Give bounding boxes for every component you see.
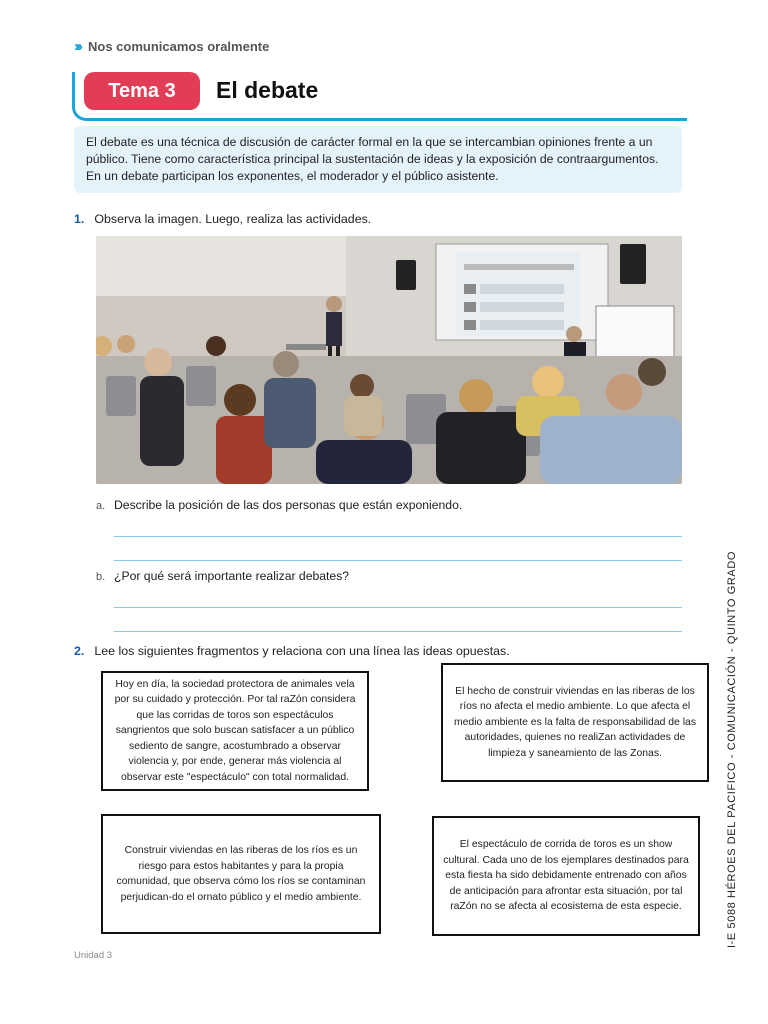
fragment-box[interactable]: Construir viviendas en las riberas de los ríos es un riesgo para estos habitantes y para la propia comunidad, que observa cómo los ríos se contaminan perjudican-do el ornato público y el medio ambiente.: [101, 814, 381, 934]
page-title: El debate: [216, 77, 319, 103]
question-1: [74, 212, 371, 226]
question-number: 1.: [74, 212, 85, 226]
section-title: Nos comunicamos oralmente: [88, 39, 270, 54]
subquestion-letter: a.: [96, 500, 106, 512]
fragment-box[interactable]: Hoy en día, la sociedad protectora de animales vela por su cuidado y protección. Por tal raZón considera que las corridas de toros son espectáculos sangrientos que solo buscan satisfacer a un público sediento de sangre, acostumbrado a observar violencia y, por ende, generar más violencia al observar este "espectáculo" con total normalidad.: [101, 671, 369, 791]
question-number: 2.: [74, 644, 85, 658]
footer-unit: Unidad 3: [74, 950, 113, 961]
section-header: [74, 38, 269, 55]
intro-box: El debate es una técnica de discusión de carácter formal en la que se intercambian opiniones frente a un público. Tiene como característica principal la sustentación de ideas y la exposición de contraargumentos. En un debate participan los exponentes, el moderador y el público asistente.: [74, 126, 682, 193]
question-2: [74, 644, 510, 658]
answer-line[interactable]: [114, 631, 682, 632]
question-text: Observa la imagen. Luego, realiza las actividades.: [94, 212, 372, 226]
subquestion-a: [96, 498, 462, 512]
fragment-box[interactable]: El hecho de construir viviendas en las riberas de los ríos no afecta el medio ambiente. Lo que afecta el medio ambiente es la falta de responsabilidad de las autoridades, quienes no realiZan actividades de limpieza y saneamiento de las Zonas.: [441, 663, 709, 782]
answer-line[interactable]: [114, 607, 682, 608]
subquestion-letter: b.: [96, 571, 106, 583]
debate-photo: [96, 236, 682, 484]
fragment-box[interactable]: El espectáculo de corrida de toros es un show cultural. Cada uno de los ejemplares destinados para esta fiesta ha sido debidamente entrenado con años de anticipación para afrontar esta situación, por tal raZón no se afecta al ecosistema de esta especie.: [432, 816, 700, 936]
subquestion-text: Describe la posición de las dos personas que están exponiendo.: [114, 498, 463, 512]
chevron-right-icon: ›››: [74, 38, 80, 55]
side-caption: I-E 5088 HÉROES DEL PACIFICO - COMUNICACIÓN - QUINTO GRADO: [726, 550, 738, 948]
subquestion-text: ¿Por qué será importante realizar debates?: [114, 569, 350, 583]
tema-badge: Tema 3: [84, 72, 200, 110]
answer-line[interactable]: [114, 560, 682, 561]
question-text: Lee los siguientes fragmentos y relaciona con una línea las ideas opuestas.: [94, 644, 510, 658]
subquestion-b: [96, 569, 349, 583]
answer-line[interactable]: [114, 536, 682, 537]
